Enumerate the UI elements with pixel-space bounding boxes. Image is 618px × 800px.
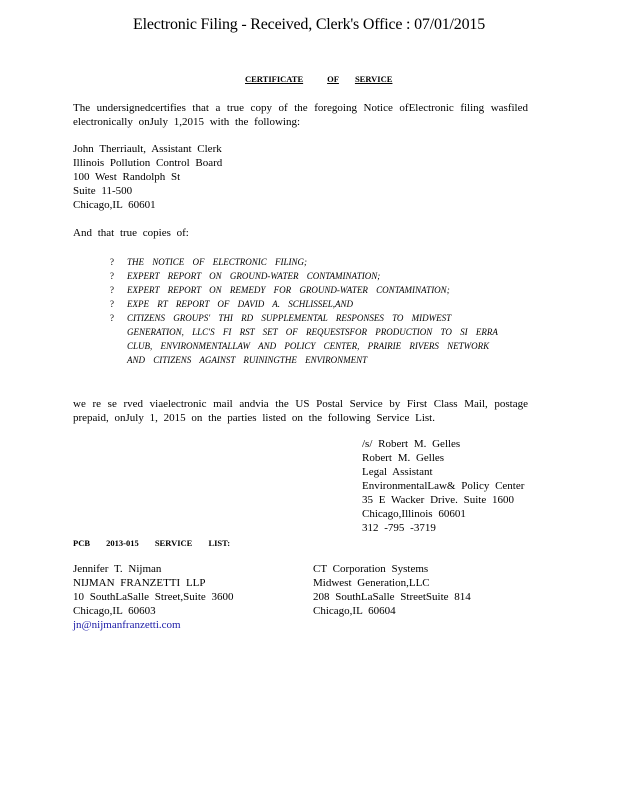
signature-line: EnvironmentalLaw& Policy Center: [362, 480, 525, 492]
document-title: EXPERT REPORT ON REMEDY FOR GROUND-WATER CONTAMINATION;: [127, 285, 450, 295]
list-item: [110, 255, 510, 269]
service-party-right: [313, 562, 471, 618]
email-link[interactable]: jn@nijmanfranzetti.com: [73, 619, 181, 631]
document-list: [110, 255, 510, 367]
signature-line: /s/ Robert M. Gelles: [362, 438, 461, 450]
party-line: 208 SouthLaSalle StreetSuite 814: [313, 591, 471, 603]
and-true-copies: And that true copies of:: [73, 227, 189, 239]
signature-line: Legal Assistant: [362, 466, 433, 478]
document-title: CITIZENS GROUPS' THI RD SUPPLEMENTAL RESPONSES TO MIDWEST GENERATION, LLC'S FI RST SET OF REQUESTSFOR PRODUCTION TO SI ERRA CLUB, ENVIRONMENTALLAW AND POLICY CENTER, PRAIRIE RIVERS NETWORK AND CITIZENS AGAINST RUININGTHE ENVIRONMENT: [127, 313, 498, 365]
list-item: [110, 269, 510, 283]
certificate-title: [245, 74, 392, 84]
recipient-line: John Therriault, Assistant Clerk: [73, 143, 222, 155]
list-item: [110, 283, 510, 297]
party-line: Midwest Generation,LLC: [313, 577, 430, 589]
party-line: 10 SouthLaSalle Street,Suite 3600: [73, 591, 234, 603]
document-title: EXPE RT REPORT OF DAVID A. SCHLISSEL,AND: [127, 299, 354, 309]
filing-stamp: Electronic Filing - Received, Clerk's Office : 07/01/2015: [133, 16, 485, 33]
list-item: [110, 311, 510, 367]
signature-line: 312 -795 -3719: [362, 522, 436, 534]
served-paragraph: we re se rved viaelectronic mail andvia the US Postal Service by First Class Mail, postage prepaid, onJuly 1, 2015 on the parties listed on the following Service List.: [73, 398, 528, 424]
recipient-line: 100 West Randolph St: [73, 171, 181, 183]
party-line: NIJMAN FRANZETTI LLP: [73, 577, 206, 589]
recipient-address: [73, 142, 222, 212]
bullet-marker: ?: [110, 299, 114, 309]
service-party-left: [73, 562, 234, 632]
signature-block: [362, 437, 524, 535]
bullet-marker: ?: [110, 271, 114, 281]
bullet-marker: ?: [110, 285, 114, 295]
recipient-line: Suite 11-500: [73, 185, 133, 197]
bullet-marker: ?: [110, 257, 114, 267]
document-title: EXPERT REPORT ON GROUND-WATER CONTAMINATION;: [127, 271, 381, 281]
signature-line: Robert M. Gelles: [362, 452, 445, 464]
certificate-title-of: OF: [327, 74, 339, 84]
signature-line: 35 E Wacker Drive. Suite 1600: [362, 494, 514, 506]
certificate-title-service: SERVICE: [354, 74, 393, 84]
certificate-title-word: CERTIFICATE: [245, 74, 304, 84]
signature-line: Chicago,Illinois 60601: [362, 508, 466, 520]
party-line: Jennifer T. Nijman: [73, 563, 162, 575]
bullet-marker: ?: [110, 313, 114, 323]
intro-paragraph: The undersignedcertifies that a true copy of the foregoing Notice ofElectronic filing wasfiled electronically onJuly 1,2015 with the following:: [73, 102, 528, 128]
document-title: THE NOTICE OF ELECTRONIC FILING;: [127, 257, 308, 267]
recipient-line: Chicago,IL 60601: [73, 199, 156, 211]
list-item: [110, 297, 510, 311]
recipient-line: Illinois Pollution Control Board: [73, 157, 223, 169]
party-line: Chicago,IL 60604: [313, 605, 396, 617]
party-line: Chicago,IL 60603: [73, 605, 156, 617]
service-list-heading: PCB 2013-015 SERVICE LIST:: [73, 538, 231, 548]
party-line: CT Corporation Systems: [313, 563, 429, 575]
